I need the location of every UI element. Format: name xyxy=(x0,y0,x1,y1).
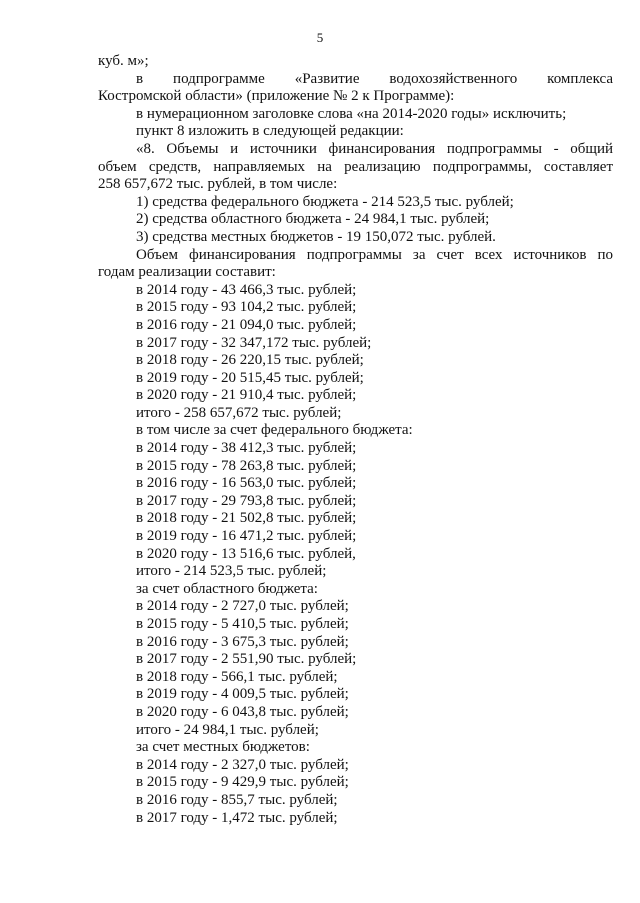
text-line: куб. м»; xyxy=(98,53,149,69)
text-line: в 2019 году - 4 009,5 тыс. рублей; xyxy=(136,686,349,703)
text-line: в 2018 году - 566,1 тыс. рублей; xyxy=(136,668,338,685)
text-line: в 2020 году - 6 043,8 тыс. рублей; xyxy=(136,703,349,720)
document-body xyxy=(98,53,613,827)
text-line: итого - 24 984,1 тыс. рублей; xyxy=(136,721,319,738)
text-line: в 2014 году - 2 327,0 тыс. рублей; xyxy=(136,756,349,773)
text-line: в 2014 году - 38 412,3 тыс. рублей; xyxy=(136,440,357,457)
text-line: в подпрограмме «Развитие водохозяйственного комплекса xyxy=(136,70,613,87)
text-line: в 2015 году - 78 263,8 тыс. рублей; xyxy=(136,457,357,474)
text-line: «8. Объемы и источники финансирования подпрограммы - общий xyxy=(136,140,613,157)
text-line: в 2014 году - 43 466,3 тыс. рублей; xyxy=(136,281,357,298)
text-line: в 2014 году - 2 727,0 тыс. рублей; xyxy=(136,598,349,615)
text-line: 258 657,672 тыс. рублей, в том числе: xyxy=(98,176,338,193)
text-line: 1) средства федерального бюджета - 214 523,5 тыс. рублей; xyxy=(136,193,514,210)
text-line: за счет областного бюджета: xyxy=(136,580,318,597)
text-line: в нумерационном заголовке слова «на 2014-2020 годы» исключить; xyxy=(136,105,567,122)
text-line: в том числе за счет федерального бюджета: xyxy=(136,422,413,439)
text-line: в 2016 году - 3 675,3 тыс. рублей; xyxy=(136,633,349,650)
text-line: итого - 258 657,672 тыс. рублей; xyxy=(136,404,342,421)
text-line: в 2017 году - 29 793,8 тыс. рублей; xyxy=(136,492,357,509)
text-line: в 2018 году - 21 502,8 тыс. рублей; xyxy=(136,510,357,527)
page-number: 5 xyxy=(316,30,324,45)
text-line: в 2019 году - 20 515,45 тыс. рублей; xyxy=(136,369,364,386)
text-line: годам реализации составит: xyxy=(98,264,276,281)
text-line: пункт 8 изложить в следующей редакции: xyxy=(136,123,404,140)
text-line: в 2017 году - 2 551,90 тыс. рублей; xyxy=(136,651,357,668)
text-line: в 2016 году - 16 563,0 тыс. рублей; xyxy=(136,475,357,492)
text-line: в 2015 году - 93 104,2 тыс. рублей; xyxy=(136,299,357,316)
text-line: в 2018 году - 26 220,15 тыс. рублей; xyxy=(136,352,364,369)
text-line: в 2019 году - 16 471,2 тыс. рублей; xyxy=(136,528,357,545)
text-line: объем средств, направляемых на реализацию подпрограммы, составляет xyxy=(98,158,613,175)
text-line: в 2020 году - 13 516,6 тыс. рублей, xyxy=(136,545,356,562)
text-line: Объем финансирования подпрограммы за счет всех источников по xyxy=(136,246,613,263)
text-line: за счет местных бюджетов: xyxy=(136,739,310,756)
text-line: в 2015 году - 5 410,5 тыс. рублей; xyxy=(136,616,349,632)
text-line: в 2016 году - 21 094,0 тыс. рублей; xyxy=(136,316,357,333)
text-line: в 2016 году - 855,7 тыс. рублей; xyxy=(136,791,338,808)
text-line: в 2015 году - 9 429,9 тыс. рублей; xyxy=(136,774,349,791)
text-line: итого - 214 523,5 тыс. рублей; xyxy=(136,563,327,580)
text-line: 3) средства местных бюджетов - 19 150,072 тыс. рублей. xyxy=(136,228,496,245)
text-line: 2) средства областного бюджета - 24 984,1 тыс. рублей; xyxy=(136,211,490,228)
text-line: в 2017 году - 32 347,172 тыс. рублей; xyxy=(136,334,372,351)
text-line: Костромской области» (приложение № 2 к Программе): xyxy=(98,88,455,105)
text-line: в 2017 году - 1,472 тыс. рублей; xyxy=(136,809,338,826)
text-line: в 2020 году - 21 910,4 тыс. рублей; xyxy=(136,387,357,404)
